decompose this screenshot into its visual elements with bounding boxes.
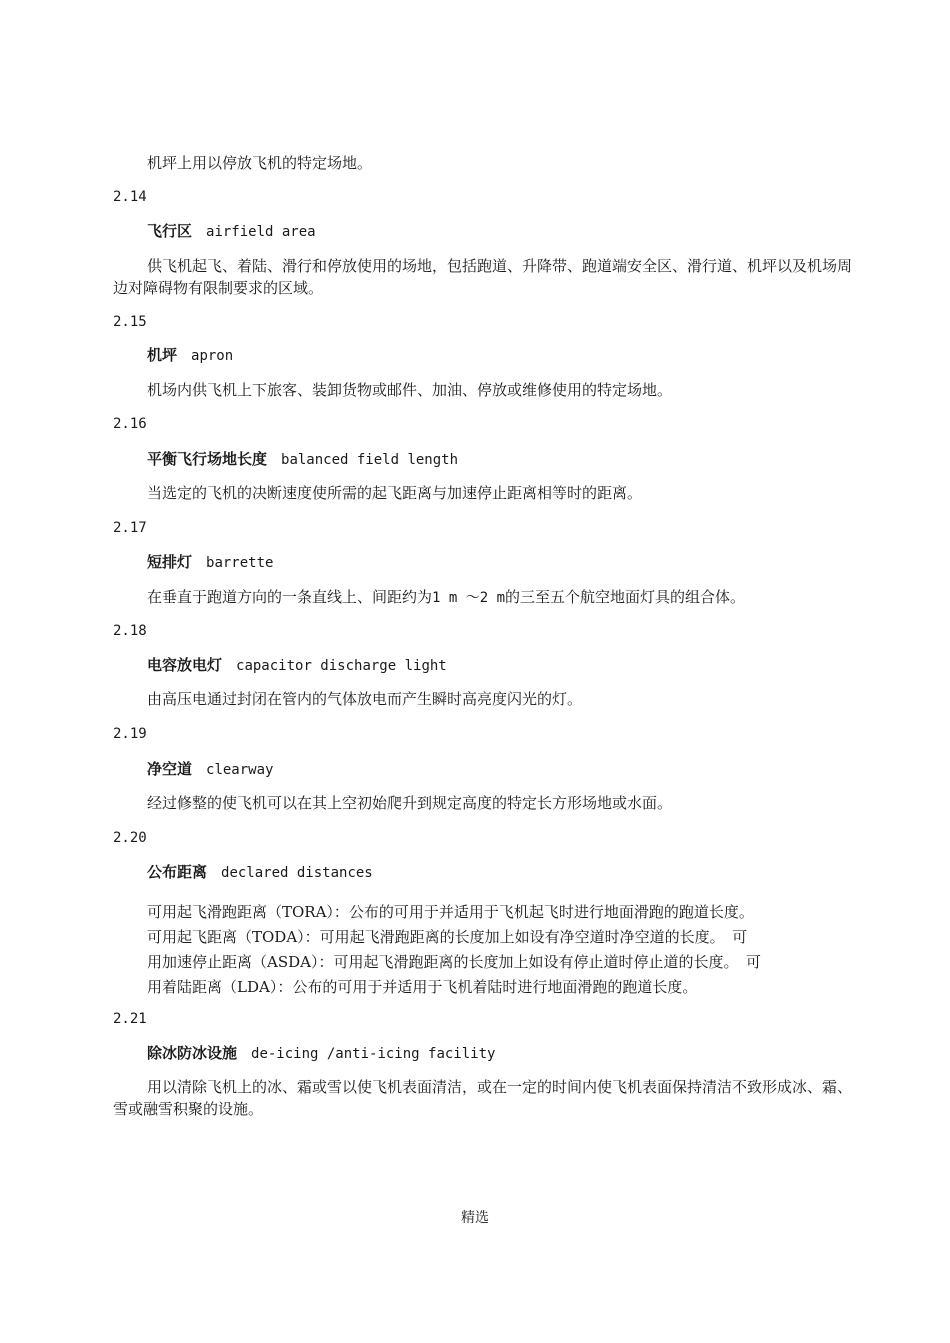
term-en: capacitor discharge light [236,658,447,674]
definition-measure: 1 m ～2 m [432,590,506,606]
term-zh: 公布距离 [147,863,208,881]
term-en: airfield area [206,224,316,240]
term-heading [147,862,373,883]
term-heading [147,1043,495,1064]
definition-text: 的三至五个航空地面灯具的组合体。 [505,588,746,606]
entry-number: 2.16 [113,416,147,432]
term-zh: 除冰防冰设施 [147,1044,238,1062]
term-definition: 由高压电通过封闭在管内的气体放电而产生瞬时高亮度闪光的灯。 [147,690,583,708]
term-heading [147,345,233,366]
term-heading [147,655,447,676]
term-definition: 经过修整的使飞机可以在其上空初始爬升到规定高度的特定长方形场地或水面。 [147,794,673,812]
definition-line: 可用起飞滑跑距离（TORA）：公布的可用于并适用于飞机起飞时进行地面滑跑的跑道长度。 [147,903,754,921]
term-en: apron [191,348,234,364]
entry-number: 2.15 [113,314,147,330]
definition-text: 在垂直于跑道方向的一条直线上、间距约为 [147,588,433,606]
entry-number: 2.19 [113,726,147,742]
term-definition: 供飞机起飞、着陆、滑行和停放使用的场地，包括跑道、升降带、跑道端安全区、滑行道、机坪以及机场周边对障碍物有限制要求的区域。 [113,257,853,297]
term-en: barrette [206,555,274,571]
term-zh: 电容放电灯 [147,656,223,674]
entry-number: 2.21 [113,1011,147,1027]
term-en: clearway [206,762,274,778]
term-definition [147,587,745,608]
term-en: de-icing /anti-icing facility [251,1046,496,1062]
term-en: balanced field length [281,452,459,468]
definition-line: 可用起飞距离（TODA）：可用起飞滑跑距离的长度加上如设有净空道时净空道的长度。 可 [147,928,748,946]
page-footer: 精选 [461,1210,489,1226]
term-definition: 机场内供飞机上下旅客、装卸货物或邮件、加油、停放或维修使用的特定场地。 [147,381,673,399]
term-en: declared distances [221,865,373,881]
entry-number: 2.20 [113,830,147,846]
entry-number: 2.17 [113,520,147,536]
definition-line: 用加速停止距离（ASDA）：可用起飞滑跑距离的长度加上如设有停止道时停止道的长度。 可 [147,953,761,971]
entry-number: 2.18 [113,623,147,639]
term-heading [147,552,273,573]
term-definition: 当选定的飞机的决断速度使所需的起飞距离与加速停止距离相等时的距离。 [147,484,643,502]
intro-definition: 机坪上用以停放飞机的特定场地。 [147,154,373,172]
term-definition: 用以清除飞机上的冰、霜或雪以使飞机表面清洁，或在一定的时间内使飞机表面保持清洁不致形成冰、霜、雪或融雪积聚的设施。 [113,1078,853,1118]
definition-line: 用着陆距离（LDA）：公布的可用于并适用于飞机着陆时进行地面滑跑的跑道长度。 [147,978,698,996]
term-zh: 飞行区 [147,222,193,240]
term-heading [147,221,316,242]
entry-number: 2.14 [113,189,147,205]
term-heading [147,759,273,780]
term-zh: 平衡飞行场地长度 [147,450,268,468]
term-zh: 短排灯 [147,553,193,571]
term-zh: 净空道 [147,760,193,778]
term-heading [147,449,458,470]
term-zh: 机坪 [147,346,178,364]
